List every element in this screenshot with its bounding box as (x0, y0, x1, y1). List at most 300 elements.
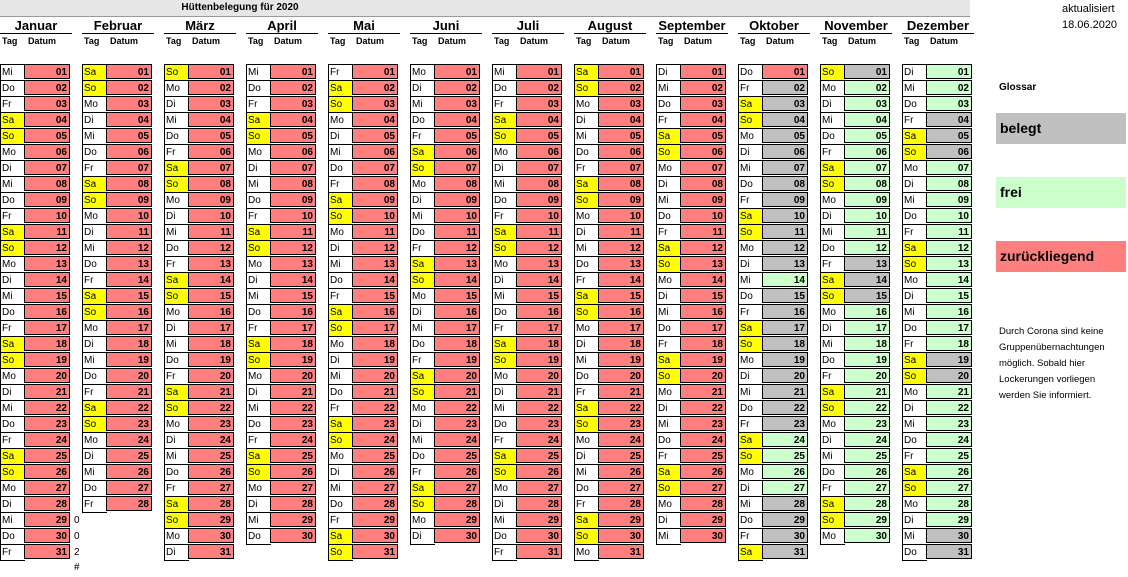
day-row (0, 128, 72, 144)
date-cell: 24 (926, 432, 972, 447)
month-name: Oktober (738, 17, 810, 34)
day-row (328, 416, 400, 432)
date-cell: 23 (926, 416, 972, 431)
date-cell: 01 (844, 64, 890, 79)
date-cell: 17 (598, 320, 644, 335)
date-cell: 02 (926, 80, 972, 95)
weekday-cell: Sa (738, 96, 763, 113)
date-cell: 25 (24, 448, 70, 463)
weekday-cell: Mi (410, 208, 435, 225)
day-row (328, 272, 400, 288)
weekday-cell: Do (574, 480, 599, 497)
weekday-cell: Do (574, 368, 599, 385)
day-row (574, 112, 646, 128)
weekday-cell: Fr (164, 480, 189, 497)
day-row (738, 480, 810, 496)
date-cell: 14 (844, 272, 890, 287)
date-cell: 08 (762, 176, 808, 191)
day-row (164, 384, 236, 400)
date-cell: 19 (188, 352, 234, 367)
date-cell: 08 (844, 176, 890, 191)
weekday-cell: Mo (164, 528, 189, 545)
weekday-cell: Do (902, 544, 927, 561)
weekday-cell: Mi (328, 256, 353, 273)
day-row (246, 400, 318, 416)
day-row (82, 128, 154, 144)
date-cell: 04 (270, 112, 316, 127)
weekday-cell: Mi (656, 304, 681, 321)
date-cell: 21 (352, 384, 398, 399)
date-cell: 13 (926, 256, 972, 271)
date-cell: 22 (24, 400, 70, 415)
weekday-cell: Mi (164, 448, 189, 465)
weekday-cell: Mi (328, 480, 353, 497)
day-row (738, 272, 810, 288)
date-cell: 06 (762, 144, 808, 159)
date-cell: 15 (24, 288, 70, 303)
weekday-cell: Do (492, 416, 517, 433)
day-row (656, 368, 728, 384)
date-cell: 15 (434, 288, 480, 303)
date-cell: 23 (680, 416, 726, 431)
day-row (574, 224, 646, 240)
date-cell: 08 (24, 176, 70, 191)
day-row (656, 192, 728, 208)
weekday-cell: Fr (246, 208, 271, 225)
day-row (410, 176, 482, 192)
day-row (164, 496, 236, 512)
date-cell: 12 (762, 240, 808, 255)
date-cell: 02 (598, 80, 644, 95)
weekday-cell: Fr (738, 416, 763, 433)
day-row (410, 64, 482, 80)
weekday-cell: Mo (410, 288, 435, 305)
weekday-cell: Mi (738, 496, 763, 513)
date-cell: 05 (598, 128, 644, 143)
day-row (82, 432, 154, 448)
date-cell: 04 (106, 112, 152, 127)
date-cell: 21 (680, 384, 726, 399)
day-row (492, 464, 564, 480)
day-row (410, 512, 482, 528)
date-cell: 09 (24, 192, 70, 207)
day-row (492, 384, 564, 400)
weekday-cell: Di (492, 496, 517, 513)
day-row (0, 432, 72, 448)
day-row (328, 320, 400, 336)
day-row (492, 128, 564, 144)
weekday-cell: Di (738, 256, 763, 273)
day-row (656, 320, 728, 336)
weekday-cell: Sa (164, 496, 189, 513)
weekday-cell: Mo (738, 464, 763, 481)
date-cell: 09 (926, 192, 972, 207)
date-cell: 08 (188, 176, 234, 191)
weekday-cell: So (902, 144, 927, 161)
weekday-cell: Do (164, 128, 189, 145)
day-row (656, 256, 728, 272)
date-cell: 19 (926, 352, 972, 367)
date-cell: 24 (844, 432, 890, 447)
weekday-cell: Sa (82, 64, 107, 81)
day-row (574, 384, 646, 400)
weekday-cell: Fr (574, 384, 599, 401)
date-cell: 15 (188, 288, 234, 303)
day-row (574, 240, 646, 256)
weekday-cell: Di (820, 96, 845, 113)
date-cell: 15 (516, 288, 562, 303)
date-cell: 03 (926, 96, 972, 111)
day-row (902, 336, 974, 352)
date-cell: 23 (270, 416, 316, 431)
day-row (656, 176, 728, 192)
day-row (164, 432, 236, 448)
day-row (82, 160, 154, 176)
weekday-cell: Di (820, 208, 845, 225)
day-row (902, 384, 974, 400)
day-row (0, 112, 72, 128)
weekday-cell: Mo (902, 272, 927, 289)
day-row (164, 240, 236, 256)
weekday-cell: So (410, 272, 435, 289)
date-cell: 06 (270, 144, 316, 159)
date-cell: 06 (516, 144, 562, 159)
weekday-cell: Fr (246, 96, 271, 113)
day-row (82, 208, 154, 224)
weekday-cell: So (738, 336, 763, 353)
date-cell: 23 (352, 416, 398, 431)
month-11 (820, 17, 892, 542)
day-row (656, 416, 728, 432)
day-row (164, 352, 236, 368)
day-row (0, 384, 72, 400)
day-row (492, 544, 564, 560)
weekday-cell: Mi (82, 352, 107, 369)
weekday-cell: Sa (738, 208, 763, 225)
day-row (574, 208, 646, 224)
date-cell: 16 (188, 304, 234, 319)
weekday-cell: Di (656, 288, 681, 305)
date-cell: 04 (352, 112, 398, 127)
day-row (246, 352, 318, 368)
weekday-cell: So (82, 304, 107, 321)
date-cell: 17 (844, 320, 890, 335)
spill-mark: 0 (74, 515, 80, 526)
weekday-cell: Do (164, 240, 189, 257)
corona-note: Durch Corona sind keine Gruppenübernachtungen möglich. Sobald hier Lockerungen vorliegen werden Sie informiert. (999, 326, 1105, 401)
weekday-cell: Di (246, 160, 271, 177)
weekday-cell: Sa (574, 400, 599, 417)
day-row (246, 80, 318, 96)
day-row (246, 416, 318, 432)
day-row (410, 96, 482, 112)
weekday-cell: Do (164, 464, 189, 481)
day-row (574, 464, 646, 480)
weekday-cell: Mi (492, 64, 517, 81)
date-cell: 01 (762, 64, 808, 79)
weekday-cell: Fr (410, 464, 435, 481)
date-cell: 09 (598, 192, 644, 207)
date-cell: 22 (598, 400, 644, 415)
day-row (410, 480, 482, 496)
day-row (82, 112, 154, 128)
day-row (0, 480, 72, 496)
weekday-cell: Sa (0, 448, 25, 465)
date-cell: 22 (270, 400, 316, 415)
date-cell: 17 (434, 320, 480, 335)
date-cell: 30 (844, 528, 890, 543)
weekday-cell: Fr (492, 544, 517, 561)
weekday-cell: Fr (820, 256, 845, 273)
weekday-cell: Sa (492, 224, 517, 241)
day-row (820, 432, 892, 448)
date-cell: 09 (680, 192, 726, 207)
date-cell: 01 (516, 64, 562, 79)
date-cell: 11 (598, 224, 644, 239)
day-row (410, 256, 482, 272)
weekday-cell: Mo (82, 208, 107, 225)
weekday-cell: Sa (492, 112, 517, 129)
date-cell: 13 (352, 256, 398, 271)
day-row (902, 400, 974, 416)
date-cell: 16 (680, 304, 726, 319)
day-row (0, 464, 72, 480)
weekday-cell: Fr (410, 128, 435, 145)
weekday-cell: Mo (492, 144, 517, 161)
date-cell: 09 (844, 192, 890, 207)
weekday-cell: Do (328, 160, 353, 177)
day-row (492, 224, 564, 240)
date-cell: 10 (762, 208, 808, 223)
day-row (820, 480, 892, 496)
month-name: Dezember (902, 17, 974, 34)
date-cell: 30 (516, 528, 562, 543)
day-row (0, 176, 72, 192)
date-cell: 07 (762, 160, 808, 175)
weekday-cell: Di (82, 224, 107, 241)
day-row (574, 448, 646, 464)
weekday-cell: Mi (902, 528, 927, 545)
weekday-cell: Mi (164, 336, 189, 353)
legend-frei: frei (996, 177, 1126, 208)
weekday-cell: Fr (820, 144, 845, 161)
day-row (902, 176, 974, 192)
day-row (820, 240, 892, 256)
header-tag: Tag (84, 36, 100, 46)
day-row (656, 336, 728, 352)
weekday-cell: Do (328, 496, 353, 513)
weekday-cell: Sa (328, 80, 353, 97)
weekday-cell: Do (0, 304, 25, 321)
weekday-cell: So (492, 240, 517, 257)
weekday-cell: So (492, 352, 517, 369)
weekday-cell: Mo (246, 144, 271, 161)
weekday-cell: Do (0, 80, 25, 97)
day-row (164, 224, 236, 240)
day-row (410, 240, 482, 256)
date-cell: 04 (844, 112, 890, 127)
weekday-cell: So (246, 352, 271, 369)
weekday-cell: Sa (246, 112, 271, 129)
date-cell: 03 (762, 96, 808, 111)
date-cell: 13 (270, 256, 316, 271)
day-row (82, 240, 154, 256)
day-row (902, 544, 974, 560)
date-cell: 11 (188, 224, 234, 239)
date-cell: 30 (762, 528, 808, 543)
day-row (0, 208, 72, 224)
day-row (574, 400, 646, 416)
date-cell: 29 (352, 512, 398, 527)
date-cell: 27 (188, 480, 234, 495)
weekday-cell: Mi (738, 160, 763, 177)
day-row (328, 192, 400, 208)
date-cell: 20 (516, 368, 562, 383)
date-cell: 14 (516, 272, 562, 287)
date-cell: 26 (188, 464, 234, 479)
weekday-cell: Di (328, 464, 353, 481)
weekday-cell: Sa (246, 336, 271, 353)
weekday-cell: Do (738, 176, 763, 193)
date-cell: 01 (270, 64, 316, 79)
weekday-cell: Mi (574, 464, 599, 481)
header-tag: Tag (412, 36, 428, 46)
weekday-cell: Di (902, 288, 927, 305)
date-cell: 02 (844, 80, 890, 95)
day-row (82, 272, 154, 288)
date-cell: 08 (926, 176, 972, 191)
weekday-cell: Mi (82, 240, 107, 257)
date-cell: 19 (270, 352, 316, 367)
date-cell: 14 (188, 272, 234, 287)
weekday-cell: Mi (820, 112, 845, 129)
date-cell: 11 (680, 224, 726, 239)
day-row (738, 96, 810, 112)
weekday-cell: Mo (738, 128, 763, 145)
date-cell: 10 (434, 208, 480, 223)
weekday-cell: Do (492, 192, 517, 209)
header-datum: Datum (356, 36, 385, 46)
day-row (656, 208, 728, 224)
weekday-cell: Mo (574, 208, 599, 225)
weekday-cell: Do (820, 352, 845, 369)
month-1 (0, 17, 72, 558)
weekday-cell: Fr (410, 240, 435, 257)
weekday-cell: Di (410, 528, 435, 545)
weekday-cell: So (164, 288, 189, 305)
day-row (410, 208, 482, 224)
weekday-cell: Do (574, 144, 599, 161)
day-row (82, 96, 154, 112)
month-7 (492, 17, 564, 558)
day-row (738, 304, 810, 320)
date-cell: 13 (106, 256, 152, 271)
date-cell: 08 (270, 176, 316, 191)
day-row (820, 336, 892, 352)
date-cell: 17 (926, 320, 972, 335)
day-row (328, 512, 400, 528)
day-row (164, 480, 236, 496)
date-cell: 22 (926, 400, 972, 415)
weekday-cell: So (574, 528, 599, 545)
weekday-cell: Sa (164, 160, 189, 177)
date-cell: 26 (434, 464, 480, 479)
day-row (574, 128, 646, 144)
weekday-cell: Mi (574, 240, 599, 257)
date-cell: 31 (352, 544, 398, 559)
date-cell: 12 (926, 240, 972, 255)
day-row (902, 208, 974, 224)
weekday-cell: Mo (0, 480, 25, 497)
date-cell: 12 (24, 240, 70, 255)
weekday-cell: Di (82, 112, 107, 129)
day-row (164, 192, 236, 208)
date-cell: 17 (352, 320, 398, 335)
header-datum: Datum (438, 36, 467, 46)
date-cell: 18 (516, 336, 562, 351)
spill-mark: 0 (74, 531, 80, 542)
day-row (574, 80, 646, 96)
column-headers (820, 34, 892, 48)
date-cell: 20 (270, 368, 316, 383)
day-row (0, 272, 72, 288)
day-row (902, 224, 974, 240)
day-row (492, 416, 564, 432)
weekday-cell: Sa (656, 240, 681, 257)
weekday-cell: Mo (902, 496, 927, 513)
day-row (738, 208, 810, 224)
date-cell: 19 (106, 352, 152, 367)
weekday-cell: Sa (656, 464, 681, 481)
weekday-cell: Do (0, 192, 25, 209)
weekday-cell: So (656, 256, 681, 273)
date-cell: 03 (844, 96, 890, 111)
weekday-cell: Di (328, 128, 353, 145)
date-cell: 10 (844, 208, 890, 223)
weekday-cell: Fr (164, 256, 189, 273)
header-tag: Tag (2, 36, 18, 46)
date-cell: 05 (352, 128, 398, 143)
weekday-cell: Sa (0, 224, 25, 241)
date-cell: 27 (352, 480, 398, 495)
date-cell: 28 (680, 496, 726, 511)
column-headers (82, 34, 154, 48)
day-row (410, 384, 482, 400)
day-row (656, 96, 728, 112)
weekday-cell: Sa (902, 240, 927, 257)
date-cell: 24 (762, 432, 808, 447)
weekday-cell: Mi (246, 400, 271, 417)
weekday-cell: Sa (656, 352, 681, 369)
weekday-cell: Di (574, 448, 599, 465)
weekday-cell: Di (0, 272, 25, 289)
day-row (738, 192, 810, 208)
month-name: August (574, 17, 646, 34)
day-row (656, 64, 728, 80)
date-cell: 07 (926, 160, 972, 175)
date-cell: 08 (516, 176, 562, 191)
date-cell: 15 (762, 288, 808, 303)
weekday-cell: Mo (656, 272, 681, 289)
date-cell: 12 (106, 240, 152, 255)
day-row (0, 448, 72, 464)
day-row (82, 288, 154, 304)
weekday-cell: Fr (82, 160, 107, 177)
weekday-cell: Fr (656, 336, 681, 353)
date-cell: 20 (106, 368, 152, 383)
day-row (738, 368, 810, 384)
date-cell: 30 (434, 528, 480, 543)
